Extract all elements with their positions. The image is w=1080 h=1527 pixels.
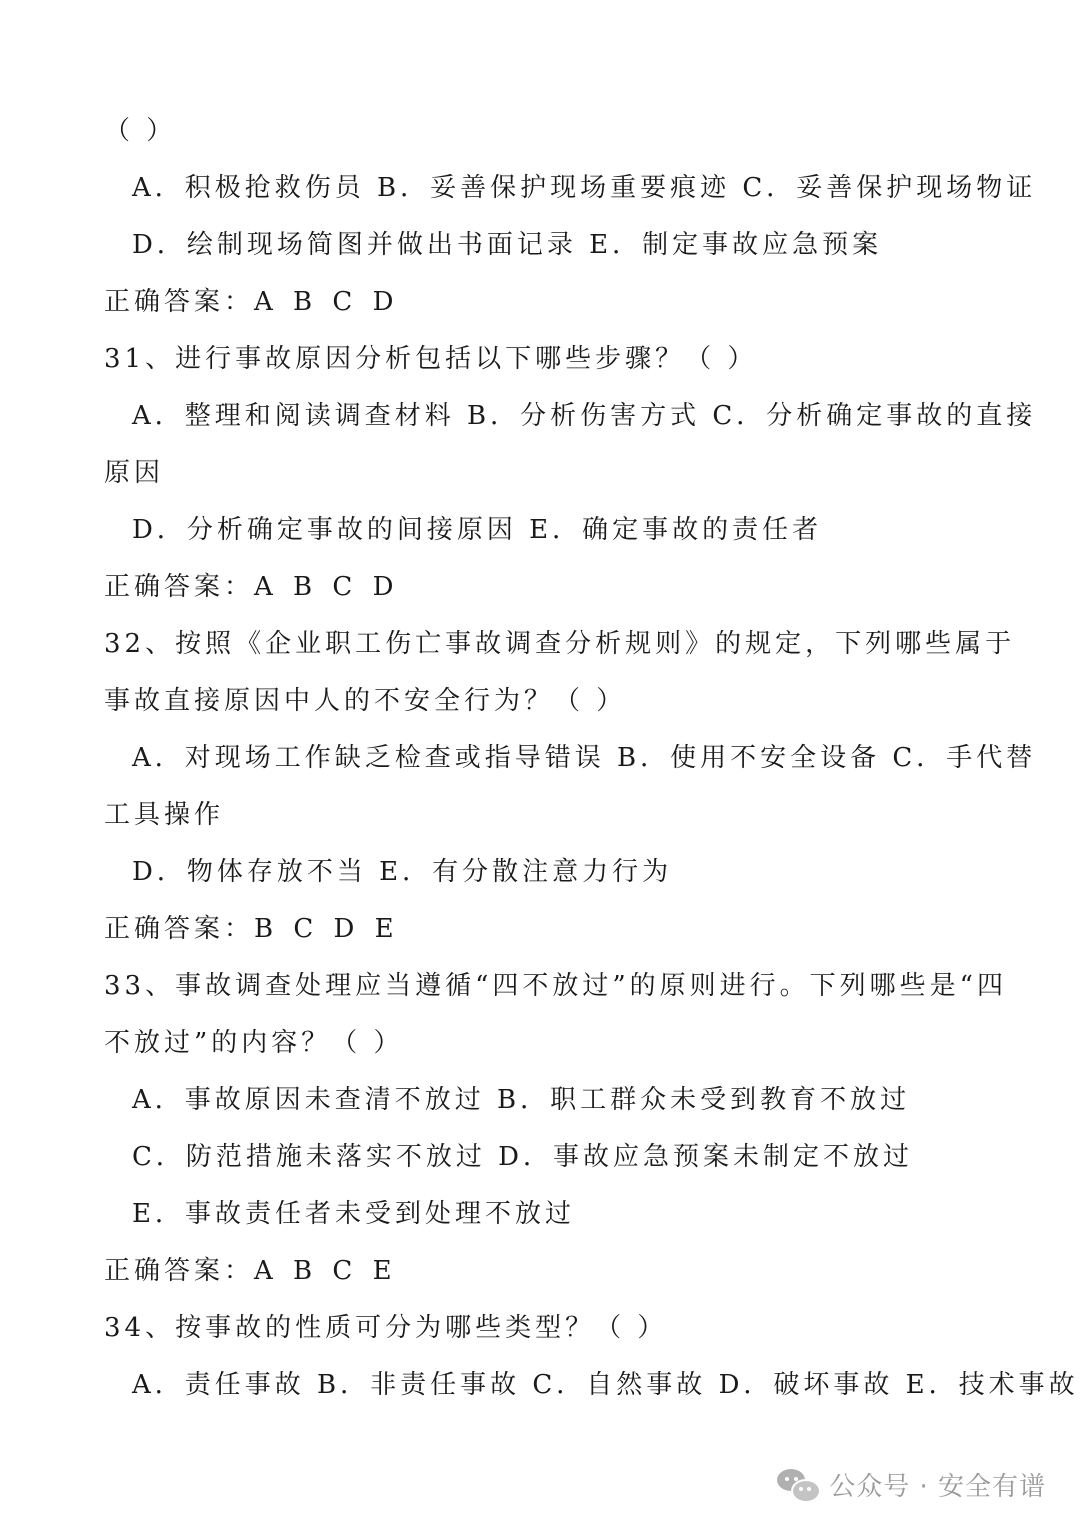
question-33-option-e: E．事故责任者未受到处理不放过 (132, 1199, 575, 1229)
question-30-answer: 正确答案：A B C D (104, 287, 400, 317)
question-31-options-c-continued: 原因 (104, 458, 165, 488)
question-31-options-a-c: A．整理和阅读调查材料 B．分析伤害方式 C．分析确定事故的直接 (132, 401, 1037, 431)
question-33-options-c-d: C．防范措施未落实不放过 D．事故应急预案未制定不放过 (132, 1142, 914, 1172)
question-31-stem: 31、进行事故原因分析包括以下哪些步骤？（ ） (104, 344, 758, 374)
question-30-options-d-e: D．绘制现场简图并做出书面记录 E．制定事故应急预案 (132, 230, 883, 260)
watermark-text: 公众号 · 安全有谱 (829, 1471, 1046, 1502)
question-32-stem: 32、按照《企业职工伤亡事故调查分析规则》的规定，下列哪些属于 (104, 629, 1016, 659)
question-31-options-d-e: D．分析确定事故的间接原因 E．确定事故的责任者 (132, 515, 823, 545)
question-34-stem: 34、按事故的性质可分为哪些类型？（ ） (104, 1313, 668, 1343)
wechat-watermark (777, 1462, 1046, 1506)
question-30-options-a-c: A．积极抢救伤员 B．妥善保护现场重要痕迹 C．妥善保护现场物证 (132, 173, 1037, 203)
question-32-stem-continued: 事故直接原因中人的不安全行为？（ ） (104, 686, 627, 716)
question-33-stem: 33、事故调查处理应当遵循“四不放过”的原则进行。下列哪些是“四 (104, 971, 1007, 1001)
question-32-options-a-c: A．对现场工作缺乏检查或指导错误 B．使用不安全设备 C．手代替 (132, 743, 1037, 773)
wechat-icon (777, 1467, 819, 1501)
question-32-answer: 正确答案：B C D E (104, 914, 400, 944)
question-33-answer: 正确答案：A B C E (104, 1256, 398, 1286)
question-34-options: A．责任事故 B．非责任事故 C．自然事故 D．破坏事故 E．技术事故 (132, 1370, 1079, 1400)
question-32-options-c-continued: 工具操作 (104, 800, 225, 830)
question-33-options-a-b: A．事故原因未查清不放过 B．职工群众未受到教育不放过 (132, 1085, 911, 1115)
question-32-options-d-e: D．物体存放不当 E．有分散注意力行为 (132, 857, 673, 887)
question-30-blank: （ ） (104, 116, 177, 146)
question-31-answer: 正确答案：A B C D (104, 572, 400, 602)
question-33-stem-continued: 不放过”的内容？（ ） (104, 1028, 404, 1058)
